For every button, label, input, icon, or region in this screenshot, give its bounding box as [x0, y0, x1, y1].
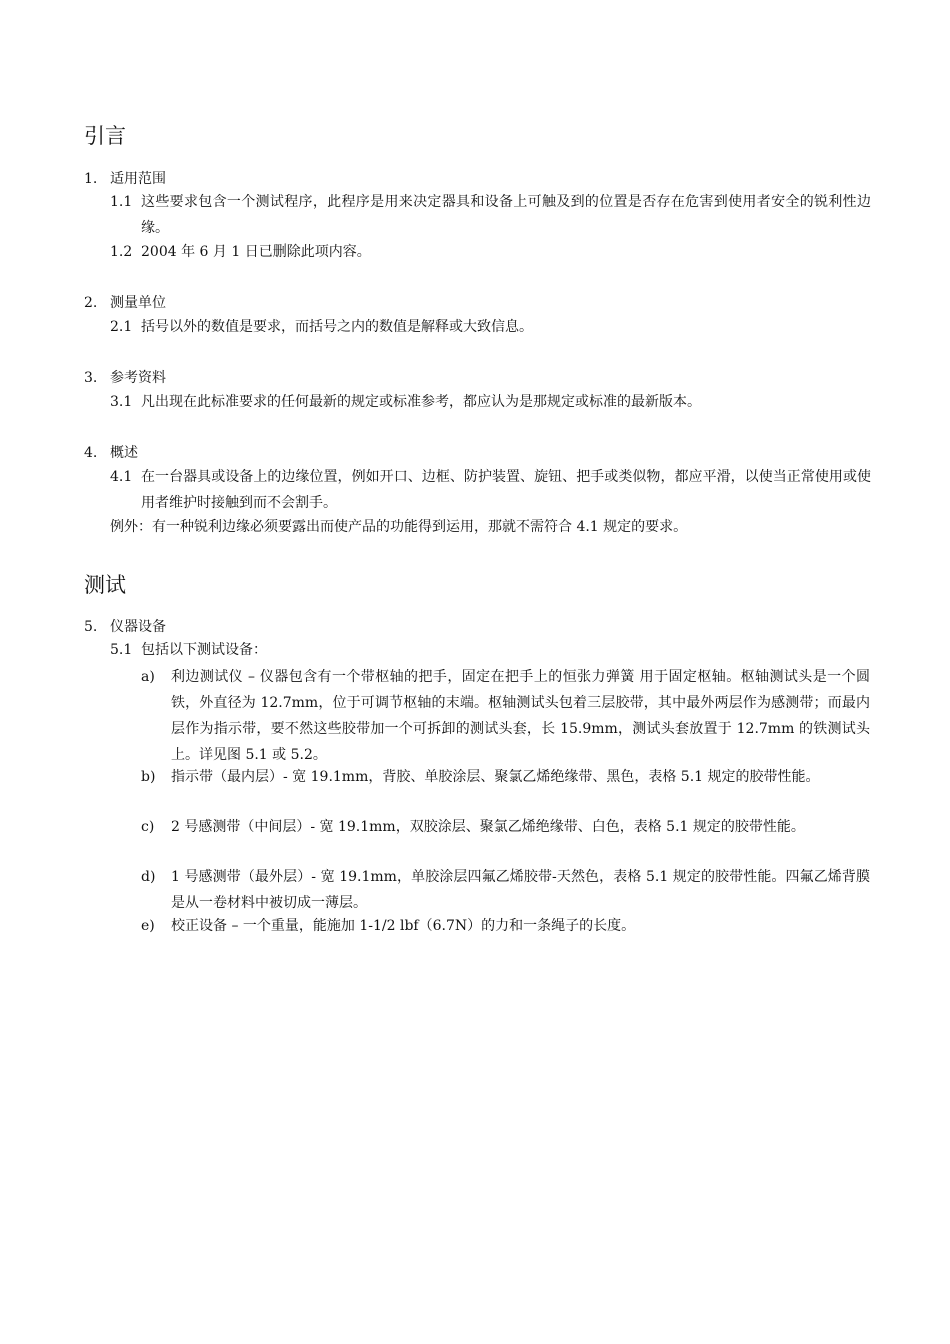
- clause-1-1-text: 这些要求包含一个测试程序，此程序是用来决定器具和设备上可触及到的位置是否存在危害到使用者安全的锐利性边缘。: [141, 194, 871, 236]
- intro-heading: 引言: [84, 124, 126, 148]
- clause-1-2-text: 2004 年 6 月 1 日已删除此项内容。: [141, 244, 371, 260]
- clause-4-1-text: 在一台器具或设备上的边缘位置，例如开口、边框、防护装置、旋钮、把手或类似物，都应平滑，以使当正常使用或使用者维护时接触到而不会割手。: [141, 469, 871, 511]
- clause-1-1-number: 1.1: [110, 194, 133, 210]
- clause-5-1-number: 5.1: [110, 642, 133, 658]
- clause-4-1-number: 4.1: [110, 469, 133, 485]
- clause-3-1-text: 凡出现在此标准要求的任何最新的规定或标准参考，都应认为是那规定或标准的最新版本。: [141, 394, 701, 410]
- clause-3-1-number: 3.1: [110, 394, 133, 410]
- clause-1-2-number: 1.2: [110, 244, 133, 260]
- section-2-title: 测量单位: [110, 295, 166, 311]
- item-d-letter: d): [141, 869, 156, 885]
- clause-2-1-number: 2.1: [110, 319, 133, 335]
- item-a-text: 利边测试仪 – 仪器包含有一个带枢轴的把手，固定在把手上的恒张力弹簧 用于固定枢轴。枢轴测试头是一个圆铁，外直径为 12.7mm，位于可调节枢轴的末端。枢轴测试头包着三层胶带，其中最外两层作为感测带；而最内层作为指示带，要不然这些胶带加一个可拆卸的测试头套，长 15.9mm，测试头套放置于 12.7mm 的铁测试头上。详见图 5.1 或 5.2。: [171, 669, 870, 763]
- item-e-text: 校正设备 – 一个重量，能施加 1-1/2 lbf（6.7N）的力和一条绳子的长度。: [171, 918, 636, 934]
- item-b-letter: b): [141, 769, 156, 785]
- clause-5-1-text: 包括以下测试设备：: [141, 642, 267, 658]
- item-a-letter: a): [141, 669, 155, 685]
- item-b-text: 指示带（最内层）- 宽 19.1mm，背胶、单胶涂层、聚氯乙烯绝缘带、黑色，表格 5.1 规定的胶带性能。: [171, 769, 820, 785]
- item-c-text: 2 号感测带（中间层）- 宽 19.1mm，双胶涂层、聚氯乙烯绝缘带、白色，表格 5.1 规定的胶带性能。: [171, 819, 805, 835]
- test-heading: 测试: [84, 573, 126, 597]
- item-c-letter: c): [141, 819, 155, 835]
- section-4-title: 概述: [110, 445, 138, 461]
- exception-note: 例外：有一种锐利边缘必须要露出而使产品的功能得到运用，那就不需符合 4.1 规定的要求。: [110, 519, 688, 535]
- section-4-number: 4.: [84, 445, 98, 461]
- clause-2-1-text: 括号以外的数值是要求，而括号之内的数值是解释或大致信息。: [141, 319, 533, 335]
- item-d-text: 1 号感测带（最外层）- 宽 19.1mm，单胶涂层四氟乙烯胶带-天然色，表格 5.1 规定的胶带性能。四氟乙烯背膜 是从一卷材料中被切成一薄层。: [171, 869, 870, 911]
- section-2-number: 2.: [84, 295, 98, 311]
- section-5-number: 5.: [84, 619, 98, 635]
- section-3-number: 3.: [84, 370, 98, 386]
- item-e-letter: e): [141, 918, 155, 934]
- section-3-title: 参考资料: [110, 370, 166, 386]
- section-5-title: 仪器设备: [110, 619, 166, 635]
- section-1-title: 适用范围: [110, 171, 166, 187]
- section-1-number: 1.: [84, 171, 98, 187]
